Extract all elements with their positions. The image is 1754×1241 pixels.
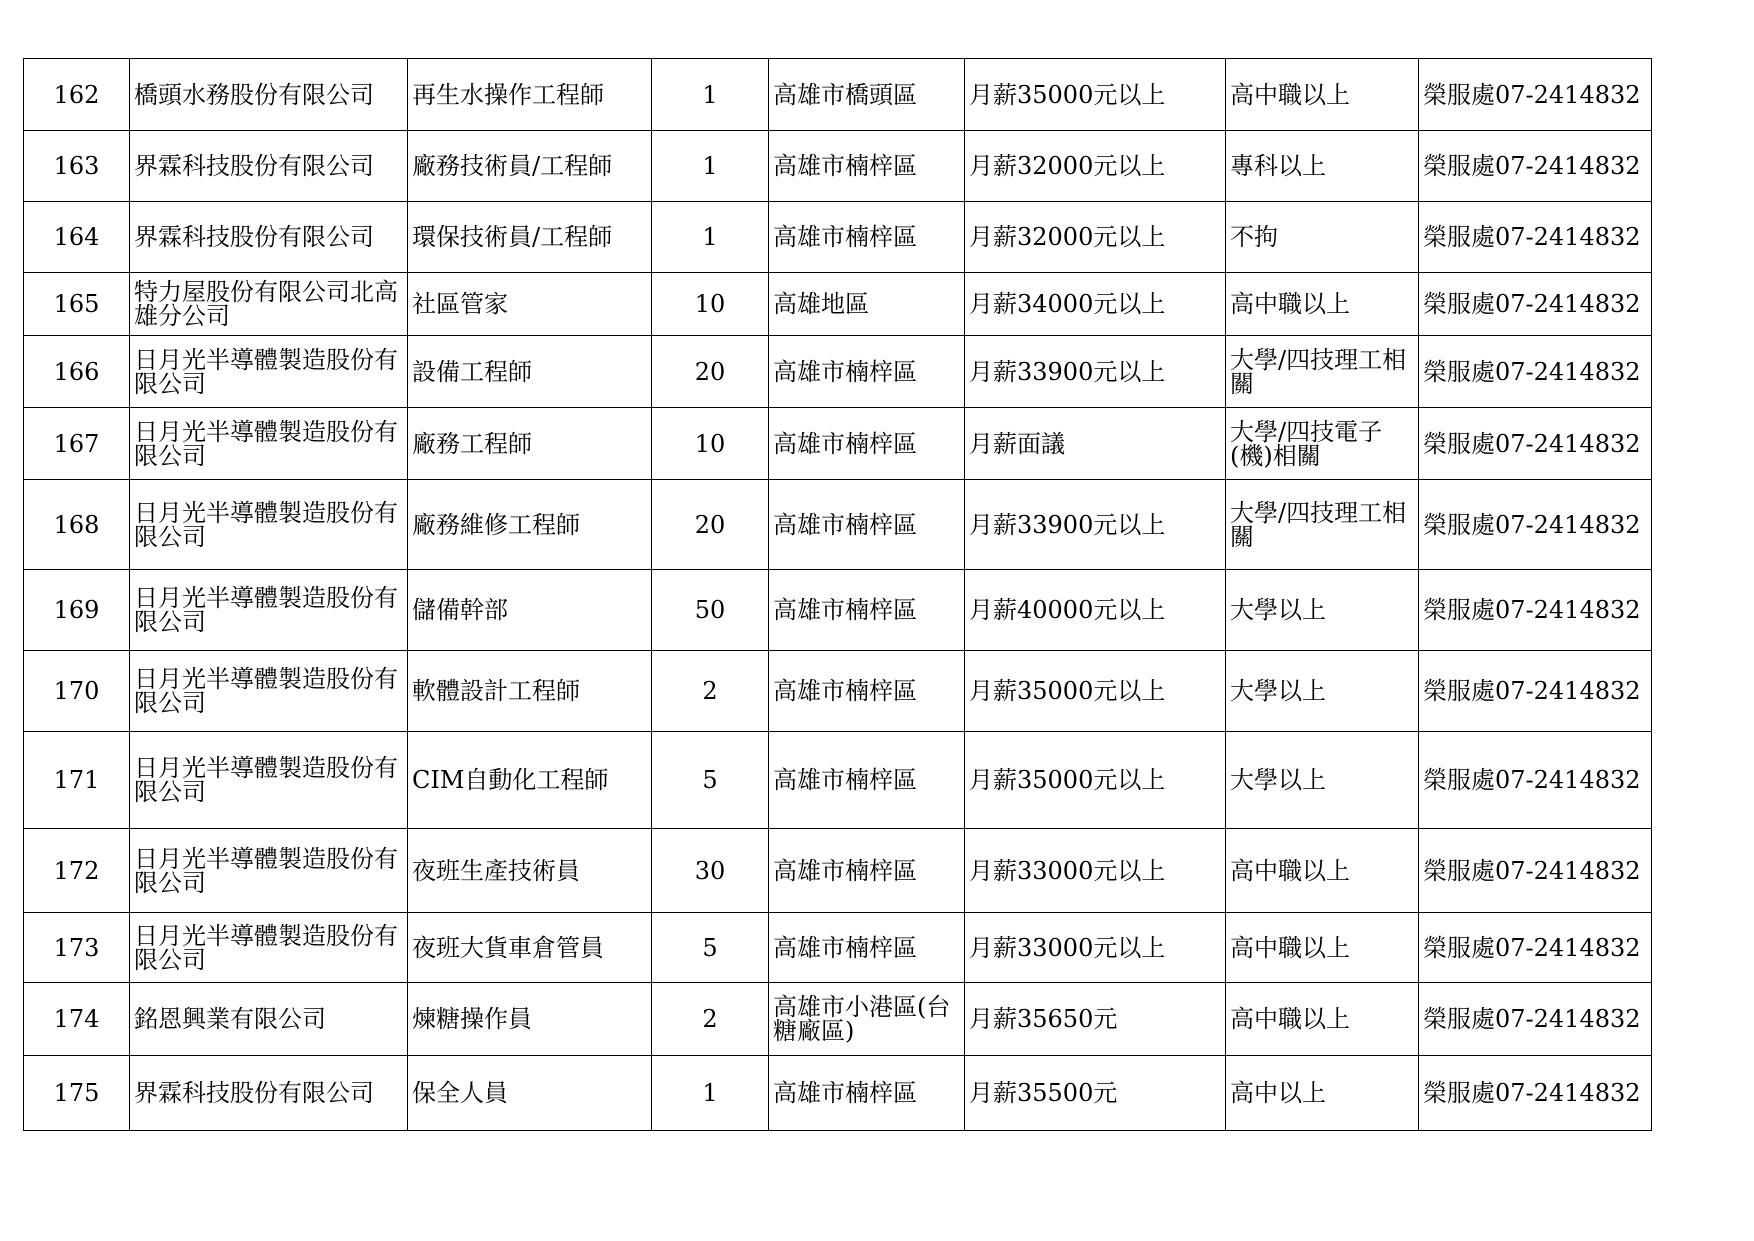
salary-cell: 月薪35000元以上 [965, 651, 1226, 732]
table-row [24, 570, 1652, 651]
education-cell: 專科以上 [1226, 131, 1419, 202]
salary-cell: 月薪35500元 [965, 1056, 1226, 1131]
headcount-cell: 2 [652, 983, 769, 1056]
company-cell: 日月光半導體製造股份有限公司 [130, 913, 408, 983]
table-row [24, 732, 1652, 829]
contact-cell: 榮服處07-2414832 [1419, 131, 1652, 202]
table-row [24, 408, 1652, 480]
education-cell: 大學/四技理工相關 [1226, 336, 1419, 408]
row-number-cell: 169 [24, 570, 130, 651]
salary-cell: 月薪35000元以上 [965, 59, 1226, 131]
education-cell: 高中職以上 [1226, 273, 1419, 336]
headcount-cell: 1 [652, 1056, 769, 1131]
row-number-cell: 175 [24, 1056, 130, 1131]
contact-cell: 榮服處07-2414832 [1419, 480, 1652, 570]
job-listing-sheet [23, 58, 1651, 1131]
salary-cell: 月薪35650元 [965, 983, 1226, 1056]
salary-cell: 月薪32000元以上 [965, 131, 1226, 202]
contact-cell: 榮服處07-2414832 [1419, 273, 1652, 336]
contact-cell: 榮服處07-2414832 [1419, 913, 1652, 983]
position-cell: 環保技術員/工程師 [408, 202, 652, 273]
table-row [24, 59, 1652, 131]
location-cell: 高雄地區 [769, 273, 965, 336]
salary-cell: 月薪40000元以上 [965, 570, 1226, 651]
table-row [24, 480, 1652, 570]
row-number-cell: 172 [24, 829, 130, 913]
education-cell: 大學以上 [1226, 651, 1419, 732]
salary-cell: 月薪33900元以上 [965, 336, 1226, 408]
company-cell: 界霖科技股份有限公司 [130, 1056, 408, 1131]
salary-cell: 月薪35000元以上 [965, 732, 1226, 829]
headcount-cell: 2 [652, 651, 769, 732]
headcount-cell: 20 [652, 336, 769, 408]
position-cell: CIM自動化工程師 [408, 732, 652, 829]
education-cell: 大學以上 [1226, 570, 1419, 651]
table-row [24, 273, 1652, 336]
position-cell: 保全人員 [408, 1056, 652, 1131]
headcount-cell: 5 [652, 732, 769, 829]
headcount-cell: 5 [652, 913, 769, 983]
row-number-cell: 173 [24, 913, 130, 983]
table-row [24, 131, 1652, 202]
education-cell: 大學/四技理工相關 [1226, 480, 1419, 570]
headcount-cell: 1 [652, 59, 769, 131]
location-cell: 高雄市楠梓區 [769, 829, 965, 913]
salary-cell: 月薪33900元以上 [965, 480, 1226, 570]
headcount-cell: 1 [652, 131, 769, 202]
salary-cell: 月薪34000元以上 [965, 273, 1226, 336]
company-cell: 銘恩興業有限公司 [130, 983, 408, 1056]
table-row [24, 983, 1652, 1056]
row-number-cell: 165 [24, 273, 130, 336]
company-cell: 日月光半導體製造股份有限公司 [130, 651, 408, 732]
location-cell: 高雄市楠梓區 [769, 570, 965, 651]
salary-cell: 月薪33000元以上 [965, 829, 1226, 913]
position-cell: 廠務工程師 [408, 408, 652, 480]
company-cell: 日月光半導體製造股份有限公司 [130, 570, 408, 651]
contact-cell: 榮服處07-2414832 [1419, 732, 1652, 829]
company-cell: 日月光半導體製造股份有限公司 [130, 732, 408, 829]
row-number-cell: 163 [24, 131, 130, 202]
headcount-cell: 10 [652, 273, 769, 336]
row-number-cell: 171 [24, 732, 130, 829]
job-listing-table [23, 58, 1652, 1131]
position-cell: 廠務技術員/工程師 [408, 131, 652, 202]
education-cell: 高中職以上 [1226, 983, 1419, 1056]
table-row [24, 651, 1652, 732]
company-cell: 日月光半導體製造股份有限公司 [130, 480, 408, 570]
salary-cell: 月薪面議 [965, 408, 1226, 480]
education-cell: 不拘 [1226, 202, 1419, 273]
position-cell: 設備工程師 [408, 336, 652, 408]
table-row [24, 829, 1652, 913]
company-cell: 日月光半導體製造股份有限公司 [130, 829, 408, 913]
headcount-cell: 1 [652, 202, 769, 273]
contact-cell: 榮服處07-2414832 [1419, 983, 1652, 1056]
company-cell: 特力屋股份有限公司北高雄分公司 [130, 273, 408, 336]
location-cell: 高雄市楠梓區 [769, 408, 965, 480]
location-cell: 高雄市楠梓區 [769, 1056, 965, 1131]
location-cell: 高雄市楠梓區 [769, 732, 965, 829]
salary-cell: 月薪32000元以上 [965, 202, 1226, 273]
education-cell: 高中職以上 [1226, 913, 1419, 983]
position-cell: 煉糖操作員 [408, 983, 652, 1056]
row-number-cell: 166 [24, 336, 130, 408]
company-cell: 橋頭水務股份有限公司 [130, 59, 408, 131]
location-cell: 高雄市楠梓區 [769, 336, 965, 408]
contact-cell: 榮服處07-2414832 [1419, 336, 1652, 408]
location-cell: 高雄市楠梓區 [769, 651, 965, 732]
company-cell: 界霖科技股份有限公司 [130, 202, 408, 273]
row-number-cell: 162 [24, 59, 130, 131]
location-cell: 高雄市小港區(台糖廠區) [769, 983, 965, 1056]
position-cell: 儲備幹部 [408, 570, 652, 651]
company-cell: 日月光半導體製造股份有限公司 [130, 408, 408, 480]
table-row [24, 913, 1652, 983]
job-rows [24, 59, 1652, 1131]
position-cell: 軟體設計工程師 [408, 651, 652, 732]
position-cell: 社區管家 [408, 273, 652, 336]
contact-cell: 榮服處07-2414832 [1419, 829, 1652, 913]
headcount-cell: 50 [652, 570, 769, 651]
row-number-cell: 168 [24, 480, 130, 570]
row-number-cell: 174 [24, 983, 130, 1056]
row-number-cell: 164 [24, 202, 130, 273]
position-cell: 夜班生產技術員 [408, 829, 652, 913]
contact-cell: 榮服處07-2414832 [1419, 1056, 1652, 1131]
contact-cell: 榮服處07-2414832 [1419, 570, 1652, 651]
headcount-cell: 20 [652, 480, 769, 570]
location-cell: 高雄市橋頭區 [769, 59, 965, 131]
education-cell: 大學/四技電子(機)相關 [1226, 408, 1419, 480]
contact-cell: 榮服處07-2414832 [1419, 408, 1652, 480]
position-cell: 再生水操作工程師 [408, 59, 652, 131]
table-row [24, 336, 1652, 408]
education-cell: 高中職以上 [1226, 59, 1419, 131]
contact-cell: 榮服處07-2414832 [1419, 202, 1652, 273]
headcount-cell: 10 [652, 408, 769, 480]
education-cell: 大學以上 [1226, 732, 1419, 829]
location-cell: 高雄市楠梓區 [769, 480, 965, 570]
position-cell: 夜班大貨車倉管員 [408, 913, 652, 983]
headcount-cell: 30 [652, 829, 769, 913]
company-cell: 界霖科技股份有限公司 [130, 131, 408, 202]
education-cell: 高中以上 [1226, 1056, 1419, 1131]
location-cell: 高雄市楠梓區 [769, 131, 965, 202]
location-cell: 高雄市楠梓區 [769, 202, 965, 273]
contact-cell: 榮服處07-2414832 [1419, 59, 1652, 131]
salary-cell: 月薪33000元以上 [965, 913, 1226, 983]
company-cell: 日月光半導體製造股份有限公司 [130, 336, 408, 408]
table-row [24, 202, 1652, 273]
table-row [24, 1056, 1652, 1131]
location-cell: 高雄市楠梓區 [769, 913, 965, 983]
education-cell: 高中職以上 [1226, 829, 1419, 913]
row-number-cell: 170 [24, 651, 130, 732]
contact-cell: 榮服處07-2414832 [1419, 651, 1652, 732]
position-cell: 廠務維修工程師 [408, 480, 652, 570]
row-number-cell: 167 [24, 408, 130, 480]
